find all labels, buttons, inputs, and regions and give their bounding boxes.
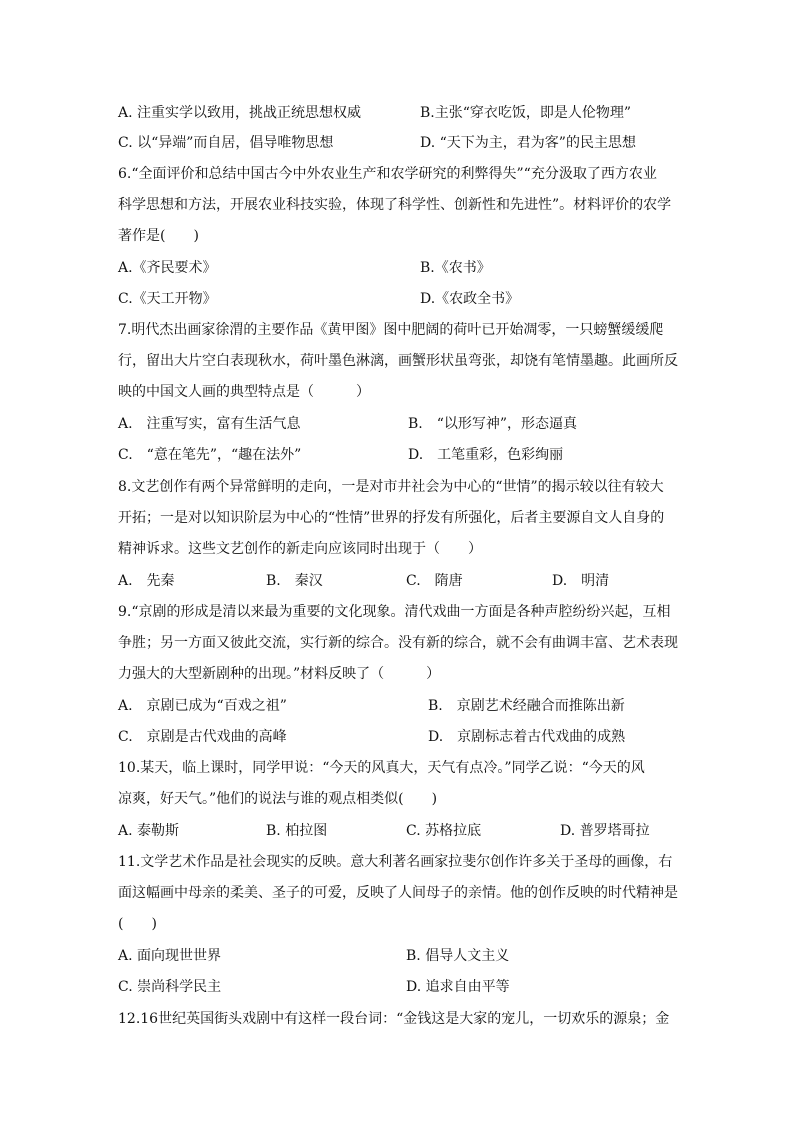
q11-option-a: A. 面向现世世界 [118, 948, 222, 964]
q6-stem-line-1: 6.“全面评价和总结中国古今中外农业生产和农学研究的利弊得失”“充分汲取了西方农业 [118, 166, 657, 182]
q12-stem-line-1: 12.16世纪英国街头戏剧中有这样一段台词：“金钱这是大家的宠儿，一切欢乐的源泉；金 [118, 1011, 670, 1027]
q6-option-a: A.《齐民要术》 [118, 260, 217, 276]
q8-stem-line-2: 开拓；一是对以知识阶层为中心的“性情”世界的抒发有所强化，后者主要源自文人自身的 [118, 510, 665, 526]
q7-stem-line-3: 映的中国文人画的典型特点是（ ） [118, 384, 370, 400]
q11-option-d: D. 追求自由平等 [406, 979, 510, 995]
q10-option-b: B. 柏拉图 [266, 823, 328, 839]
q8-stem-line-1: 8.文艺创作有两个异常鲜明的走向，一是对市井社会为中心的“世情”的揭示较以往有较大 [118, 479, 664, 495]
q10-option-c: C. 苏格拉底 [406, 823, 482, 839]
q10-stem-line-2: 凉爽，好天气。”他们的说法与谁的观点相类似( ) [118, 791, 438, 807]
q10-stem-line-1: 10.某天，临上课时，同学甲说：“今天的风真大，天气有点冷。”同学乙说：“今天的风 [118, 760, 645, 776]
q8-option-d: D. 明清 [552, 573, 610, 589]
q11-stem-line-1: 11.文学艺术作品是社会现实的反映。意大利著名画家拉斐尔创作许多关于圣母的画像，右 [118, 854, 673, 870]
q8-option-a: A. 先秦 [118, 573, 175, 589]
q9-option-b: B. 京剧艺术经融合而推陈出新 [428, 698, 625, 714]
q7-option-c: C. “意在笔先”，“趣在法外” [118, 447, 302, 463]
q7-option-a: A. 注重写实，富有生活气息 [118, 416, 301, 432]
q5-option-c: C. 以“异端”而自居，倡导唯物思想 [118, 135, 334, 151]
q5-option-b: B.主张“穿衣吃饭，即是人伦物理” [420, 105, 632, 121]
q7-option-d: D. 工笔重彩，色彩绚丽 [408, 447, 564, 463]
q7-stem-line-2: 行，留出大片空白表现秋水，荷叶墨色淋漓，画蟹形状虽弯张，却饶有笔情墨趣。此画所反 [118, 353, 678, 369]
q9-option-a: A. 京剧已成为“百戏之祖” [118, 698, 287, 714]
q8-stem-line-3: 精神诉求。这些文艺创作的新走向应该同时出现于（ ） [118, 541, 482, 557]
q11-option-b: B. 倡导人文主义 [406, 948, 510, 964]
q6-option-c: C.《天工开物》 [118, 291, 217, 307]
q7-stem-line-1: 7.明代杰出画家徐渭的主要作品《黄甲图》图中肥阔的荷叶已开始凋零，一只螃蟹缓缓爬 [118, 322, 664, 338]
q11-stem-line-3: ( ) [118, 916, 157, 932]
q9-option-c: C. 京剧是古代戏曲的高峰 [118, 729, 287, 745]
q9-stem-line-2: 争胜；另一方面又彼此交流，实行新的综合。没有新的综合，就不会有曲调丰富、艺术表现 [118, 635, 678, 651]
q6-stem-line-2: 科学思想和方法，开展农业科技实验，体现了科学性、创新性和先进性”。材料评价的农学 [118, 197, 672, 213]
q10-option-a: A. 泰勒斯 [118, 823, 180, 839]
q5-option-d: D. “天下为主，君为客”的民主思想 [420, 135, 636, 151]
q6-option-d: D.《农政全书》 [420, 291, 520, 307]
q6-option-b: B.《农书》 [420, 260, 491, 276]
q5-option-a: A. 注重实学以致用，挑战正统思想权威 [118, 105, 362, 121]
q9-option-d: D. 京剧标志着古代戏曲的成熟 [428, 729, 626, 745]
q8-option-c: C. 隋唐 [406, 573, 463, 589]
q9-stem-line-3: 力强大的大型新剧种的出现。”材料反映了（ ） [118, 666, 441, 682]
q7-option-b: B. “以形写神”，形态逼真 [408, 416, 578, 432]
q11-option-c: C. 崇尚科学民主 [118, 979, 222, 995]
q11-stem-line-2: 面这幅画中母亲的柔美、圣子的可爱，反映了人间母子的亲情。他的创作反映的时代精神是 [118, 885, 678, 901]
q9-stem-line-1: 9.“京剧的形成是清以来最为重要的文化现象。清代戏曲一方面是各种声腔纷纷兴起，互相 [118, 604, 671, 620]
q10-option-d: D. 普罗塔哥拉 [560, 823, 650, 839]
q8-option-b: B. 秦汉 [266, 573, 323, 589]
q6-stem-line-3: 著作是( ) [118, 228, 199, 244]
